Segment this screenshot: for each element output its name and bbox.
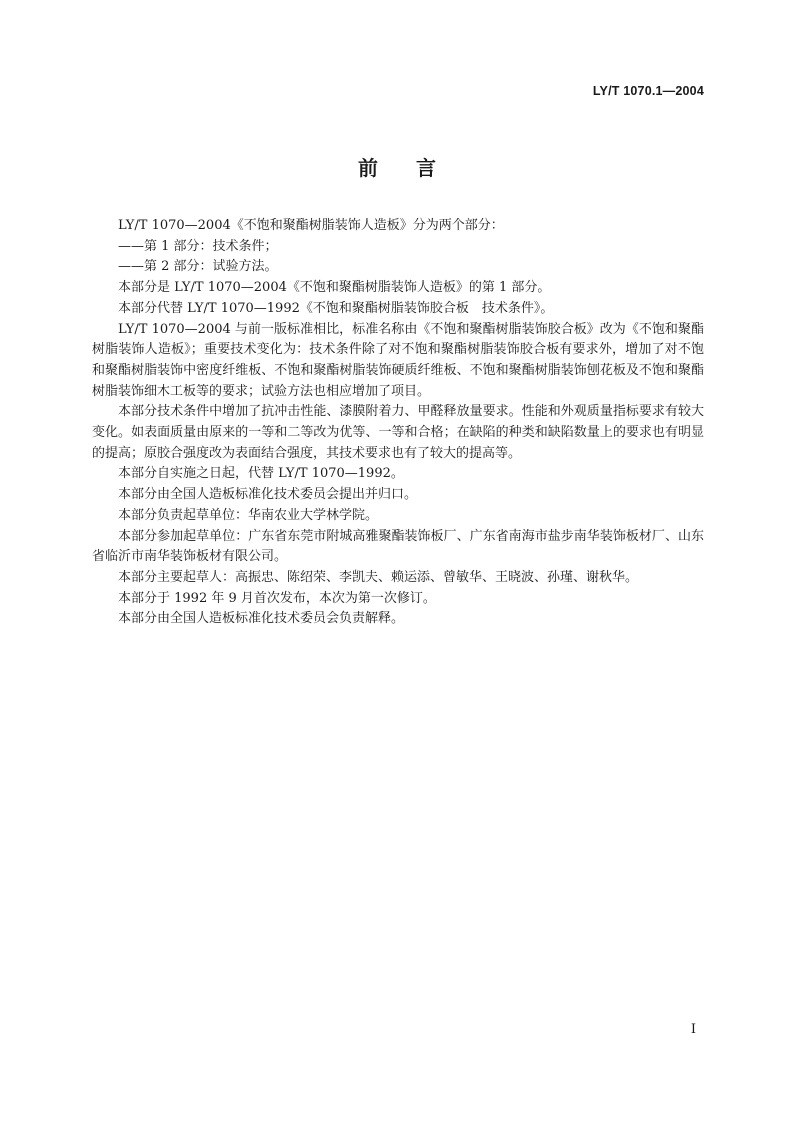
paragraph-interpretation: 本部分由全国人造板标准化技术委员会负责解释。 xyxy=(118,611,405,627)
page-number: I xyxy=(690,1022,696,1037)
paragraph-replaces: 本部分代替 LY/T 1070—1992《不饱和聚酯树脂装饰胶合板 技术条件》。 xyxy=(118,300,554,316)
paragraph-part1-item: ——第 1 部分：技术条件； xyxy=(118,238,278,254)
standard-code: LY/T 1070.1—2004 xyxy=(592,84,704,98)
paragraph-tech-requirements: 本部分技术条件中增加了抗冲击性能、漆膜附着力、甲醛释放量要求。性能和外观质量指标要求有较大变化。如表面质量由原来的一等和二等改为优等、一等和合格；在缺陷的种类和缺陷数量上的要求也有明显的提高；原胶合强度改为表面结合强度，其技术要求也有了较大的提高等。 xyxy=(92,404,704,461)
page-title: 前言 xyxy=(358,156,474,180)
paragraph-part2-item: ——第 2 部分：试验方法。 xyxy=(118,259,278,275)
paragraph-this-part: 本部分是 LY/T 1070—2004《不饱和聚酯树脂装饰人造板》的第 1 部分。 xyxy=(118,280,551,296)
foreword-body xyxy=(92,216,704,630)
paragraph-participating-units: 本部分参加起草单位：广东省东莞市附城高雅聚酯装饰板厂、广东省南海市盐步南华装饰板材厂、山东省临沂市南华装饰板材有限公司。 xyxy=(92,528,704,565)
paragraph-changes: LY/T 1070—2004 与前一版标准相比，标准名称由《不饱和聚酯树脂装饰胶合板》改为《不饱和聚酯树脂装饰人造板》；重要技术变化为：技术条件除了对不饱和聚酯树脂装饰胶合板有要求外，增加了对不饱和聚酯树脂装饰中密度纤维板、不饱和聚酯树脂装饰硬质纤维板、不饱和聚酯树脂装饰刨花板及不饱和聚酯树脂装饰细木工板等的要求；试验方法也相应增加了项目。 xyxy=(92,321,704,399)
paragraph-effective: 本部分自实施之日起，代替 LY/T 1070—1992。 xyxy=(118,466,404,482)
paragraph-parts-intro: LY/T 1070—2004《不饱和聚酯树脂装饰人造板》分为两个部分： xyxy=(118,218,504,233)
paragraph-drafting-unit: 本部分负责起草单位：华南农业大学林学院。 xyxy=(118,507,379,523)
paragraph-history: 本部分于 1992 年 9 月首次发布，本次为第一次修订。 xyxy=(118,590,436,606)
paragraph-proposed-by: 本部分由全国人造板标准化技术委员会提出并归口。 xyxy=(118,487,418,503)
paragraph-drafters: 本部分主要起草人：高振忠、陈绍荣、李凯夫、赖运添、曾敏华、王晓波、孙瑾、谢秋华。 xyxy=(118,569,639,585)
